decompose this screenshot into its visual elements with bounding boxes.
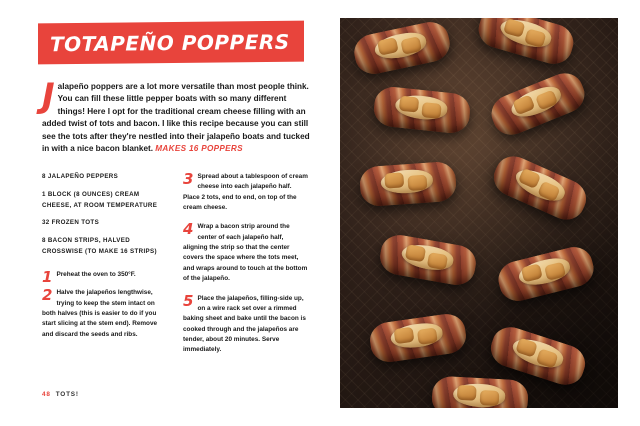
page-title: TOTAPEÑO POPPERS xyxy=(50,29,290,57)
recipe-photo-page xyxy=(340,0,640,426)
page-folio xyxy=(42,391,79,398)
recipe-intro xyxy=(42,76,310,156)
ingredient-item: 8 JALAPEÑO PEPPERS xyxy=(42,172,119,180)
step-text: Halve the jalapeños lengthwise, trying to keep the stem intact on both halves (this is easier to do if you start slicing at the stem end). Remove and discard the seeds and ribs. xyxy=(42,289,158,338)
drop-cap: J xyxy=(42,76,55,116)
recipe-step xyxy=(42,288,167,340)
step-text: Wrap a bacon strip around the center of each jalapeño half, aligning the strip so that the center covers the space where the tots meet, and wraps around to touch at the bottom of the jalapeño. xyxy=(183,223,308,283)
tot-piece xyxy=(480,390,500,406)
ingredient-item: 1 BLOCK (8 OUNCES) CREAM CHEESE, AT ROOM TEMPERATURE xyxy=(42,190,158,209)
recipe-yield: MAKES 16 POPPERS xyxy=(155,144,243,154)
tot-piece xyxy=(427,252,448,270)
tot-piece xyxy=(457,385,477,401)
step-number: 5 xyxy=(183,291,194,310)
recipe-step xyxy=(183,291,308,356)
popper-item xyxy=(359,161,458,208)
recipe-title-banner xyxy=(38,21,304,65)
tot-piece xyxy=(394,327,415,344)
recipe-left-column xyxy=(42,172,167,365)
ingredients-list xyxy=(42,172,167,258)
intro-text: alapeño poppers are a lot more versatile than most people think. You can fill these little pepper boats with so many different things! Here I opt for the traditional cream cheese filling with an added twist of tots and bacon. I like this recipe because you can still see the tots after they're nestled into their jalapeño boats and tucked in with a nice bacon blanket. xyxy=(42,82,310,154)
step-number: 4 xyxy=(183,220,194,239)
popper-item xyxy=(431,376,529,408)
folio-page-number: 48 xyxy=(42,391,51,398)
step-text: Preheat the oven to 350°F. xyxy=(56,270,136,278)
steps-list-left xyxy=(42,267,167,340)
recipe-step xyxy=(183,169,308,214)
tot-piece xyxy=(417,327,438,344)
step-number: 2 xyxy=(42,286,53,305)
step-text: Spread about a tablespoon of cream cheese into each jalapeño half. Place 2 tots, end to end, on top of the cream cheese. xyxy=(183,172,308,211)
step-text: Place the jalapeños, filling-side up, on a wire rack set over a rimmed baking sheet and bake until the bacon is cooked through and the jalapeños are tender, about 20 minutes. Serve immediately. xyxy=(183,294,306,354)
tot-piece xyxy=(384,172,404,188)
recipe-step xyxy=(183,222,308,284)
recipe-step xyxy=(42,267,167,286)
ingredient-item: 8 BACON STRIPS, HALVED CROSSWISE (TO MAKE 16 STRIPS) xyxy=(42,237,157,256)
recipe-columns xyxy=(42,169,314,365)
tot-piece xyxy=(400,36,422,55)
folio-book-title: TOTS! xyxy=(55,391,79,398)
step-number: 3 xyxy=(183,169,194,188)
step-number: 1 xyxy=(42,267,53,286)
steps-list-right xyxy=(183,169,308,356)
tot-piece xyxy=(405,244,426,262)
ingredient-item: 32 FROZEN TOTS xyxy=(42,219,100,227)
tot-piece xyxy=(399,96,419,113)
tot-piece xyxy=(407,175,427,191)
tot-piece xyxy=(421,102,441,119)
tot-piece xyxy=(544,262,566,281)
recipe-photo xyxy=(340,18,618,408)
recipe-right-column xyxy=(183,169,308,365)
